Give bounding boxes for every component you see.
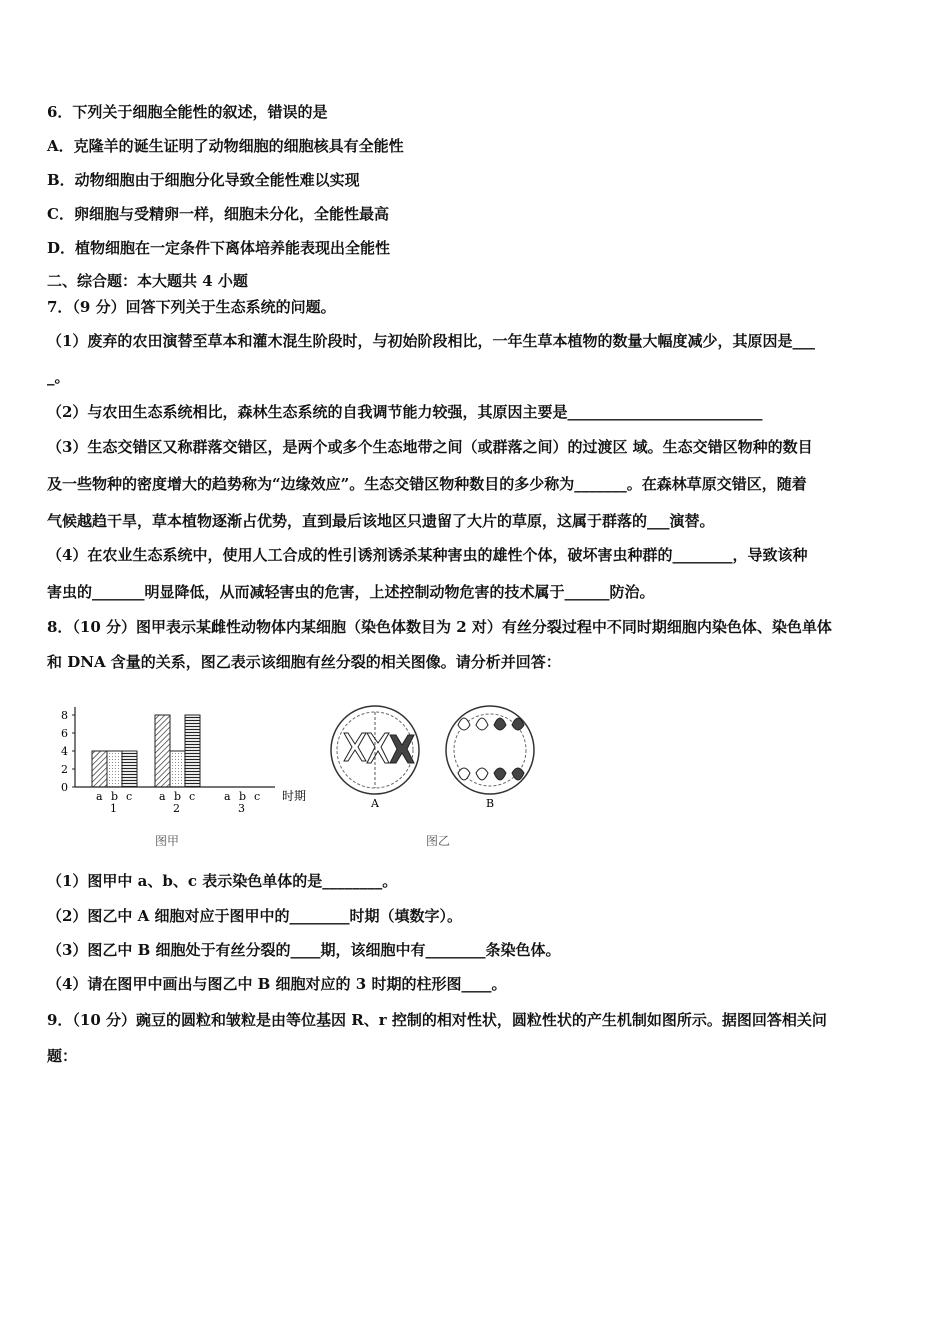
bar-letter-label: a (224, 790, 231, 803)
q7-line: （1）废弃的农田演替至草本和灌木混生阶段时，与初始阶段相比，一年生草本植物的数量大幅度减少，其原因是___ (47, 332, 815, 350)
y-tick-label: 4 (61, 745, 68, 758)
bar-letter-label: c (126, 790, 133, 803)
q7-line: （2）与农田生态系统相比，森林生态系统的自我调节能力较强，其原因主要是__________________________ (47, 403, 763, 421)
bar-letter-label: a (96, 790, 103, 803)
q7-line: 害虫的_______明显降低，从而减轻害虫的危害，上述控制动物危害的技术属于______防治。 (47, 583, 655, 601)
bar-c-period-2 (185, 715, 200, 787)
q7-line: （4）在农业生态系统中，使用人工合成的性引诱剂诱杀某种害虫的雄性个体，破坏害虫种群的________，导致该种 (47, 546, 808, 564)
q8-stem: 和 DNA 含量的关系，图乙表示该细胞有丝分裂的相关图像。请分析并回答： (47, 653, 561, 671)
caption-yi: 图乙 (426, 834, 451, 848)
bar-letter-label: b (239, 790, 247, 803)
bar-letter-label: c (254, 790, 261, 803)
caption-jia: 图甲 (155, 834, 180, 848)
y-tick-label: 6 (61, 727, 68, 740)
bar-b-period-2 (170, 751, 185, 787)
cell-a-chromosomes (344, 733, 414, 763)
q6-option-a: A．克隆羊的诞生证明了动物细胞的细胞核具有全能性 (47, 137, 404, 155)
y-tick-label: 2 (61, 763, 68, 776)
q7-line: 及一些物种的密度增大的趋势称为“边缘效应”。生态交错区物种数目的多少称为_______。在森林草原交错区，随着 (47, 475, 807, 493)
q9-stem: 题： (47, 1047, 78, 1065)
q8-stem: 8．（10 分）图甲表示某雌性动物体内某细胞（染色体数目为 2 对）有丝分裂过程中不同时期细胞内染色体、染色单体 (47, 618, 832, 636)
period-label: 3 (238, 802, 245, 815)
figure-block (60, 695, 620, 855)
q7-line: _。 (47, 368, 70, 386)
q7-line: 气候越趋干旱，草本植物逐渐占优势，直到最后该地区只遗留了大片的草原，这属于群落的___演替。 (47, 512, 715, 530)
cell-a-label: A (371, 797, 379, 810)
x-axis-unit: 时期 (282, 789, 307, 803)
q7-line: （3）生态交错区又称群落交错区，是两个或多个生态地带之间（或群落之间）的过渡区 域。生态交错区物种的数目 (47, 438, 813, 456)
bar-letter-label: a (159, 790, 166, 803)
q9-stem: 9．（10 分）豌豆的圆粒和皱粒是由等位基因 R、r 控制的相对性状，圆粒性状的产生机制如图所示。据图回答相关问 (47, 1011, 827, 1029)
y-tick-label: 8 (61, 709, 68, 722)
q8-subquestion: （4）请在图甲中画出与图乙中 B 细胞对应的 3 时期的柱形图____。 (47, 975, 507, 993)
cell-b-diagram (446, 706, 534, 810)
bar-c-period-1 (122, 751, 137, 787)
q8-subquestion: （1）图甲中 a、b、c 表示染色单体的是________。 (47, 872, 398, 890)
bar-letter-label: b (111, 790, 119, 803)
q8-subquestion: （3）图乙中 B 细胞处于有丝分裂的____期，该细胞中有________条染色体。 (47, 941, 561, 959)
bar-letter-label: b (174, 790, 182, 803)
q6-stem: 6．下列关于细胞全能性的叙述，错误的是 (47, 103, 328, 121)
period-label: 1 (110, 802, 117, 815)
bar-a-period-1 (92, 751, 107, 787)
section-heading: 二、综合题：本大题共 4 小题 (47, 272, 248, 290)
figure-svg (60, 695, 620, 855)
q6-option-b: B．动物细胞由于细胞分化导致全能性难以实现 (47, 171, 360, 189)
q7-stem: 7．（9 分）回答下列关于生态系统的问题。 (47, 298, 336, 316)
y-tick-label: 0 (61, 781, 68, 794)
bar-b-period-1 (107, 751, 122, 787)
cell-a-diagram (331, 706, 419, 810)
q6-option-d: D．植物细胞在一定条件下离体培养能表现出全能性 (47, 239, 391, 257)
chart-jia (61, 707, 306, 815)
period-label: 2 (173, 802, 180, 815)
cell-b-label: B (486, 797, 495, 810)
bar-letter-label: c (189, 790, 196, 803)
q8-subquestion: （2）图乙中 A 细胞对应于图甲中的________时期（填数字）。 (47, 907, 463, 925)
bar-a-period-2 (155, 715, 170, 787)
q6-option-c: C．卵细胞与受精卵一样，细胞未分化，全能性最高 (47, 205, 389, 223)
cell-b-chromosomes-top (458, 718, 524, 730)
